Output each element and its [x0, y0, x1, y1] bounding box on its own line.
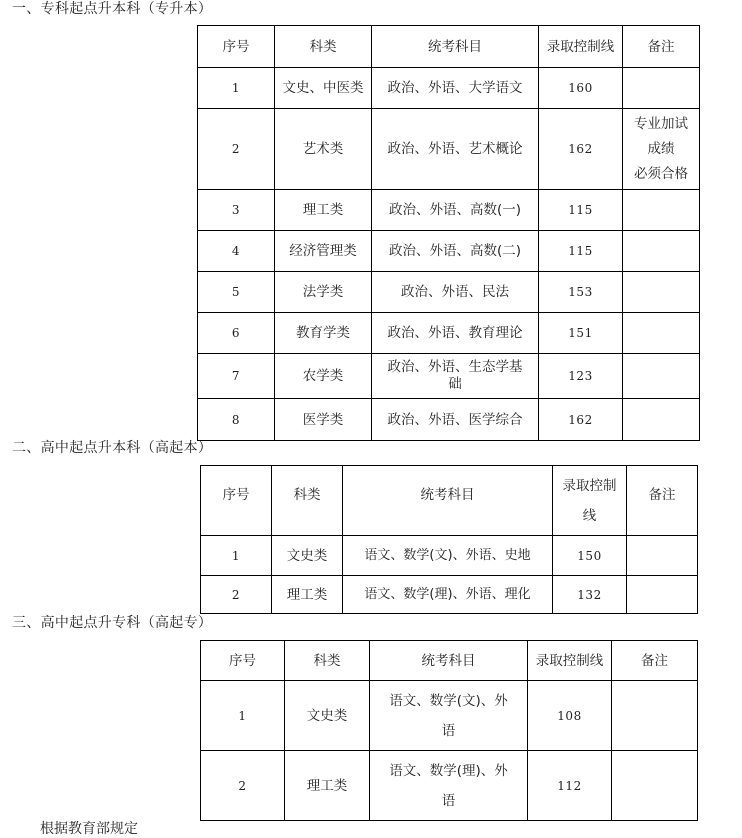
- header-subjects: 统考科目: [370, 641, 528, 681]
- row-subjects: [370, 681, 528, 751]
- row-subjects: 政治、外语、大学语文: [372, 68, 539, 109]
- row-subjects: 政治、外语、医学综合: [372, 399, 539, 441]
- table-header-row: [201, 641, 698, 681]
- table-row: [198, 190, 700, 231]
- table-row: [198, 109, 700, 190]
- row-no: 1: [198, 68, 275, 109]
- header-note: 备注: [627, 466, 698, 536]
- row-note: [627, 536, 698, 576]
- row-category: 农学类: [275, 354, 372, 399]
- subjects-line: 语文、数学(文)、外: [389, 692, 508, 709]
- header-score: [553, 466, 627, 536]
- header-score-line: 录取控制: [562, 477, 617, 494]
- row-note: [612, 751, 698, 821]
- row-category: 文史类: [285, 681, 370, 751]
- row-subjects: 政治、外语、高数(二): [372, 231, 539, 272]
- header-note: 备注: [612, 641, 698, 681]
- header-subjects: 统考科目: [343, 466, 553, 536]
- table-row: [198, 272, 700, 313]
- table-gao-qi-zhuan: [200, 640, 698, 821]
- footer-partial-text: 根据教育部规定: [40, 821, 138, 837]
- subjects-line: 政治、外语、生态学基: [387, 359, 523, 375]
- row-category: 法学类: [275, 272, 372, 313]
- table-row: [198, 68, 700, 109]
- table-row: [201, 576, 698, 614]
- section-1-title: 一、专科起点升本科（专升本）: [12, 1, 213, 17]
- row-category: 文史类: [272, 536, 343, 576]
- header-score: 录取控制线: [528, 641, 612, 681]
- row-note: [623, 68, 700, 109]
- table-row: [198, 399, 700, 441]
- row-score: 112: [528, 751, 612, 821]
- row-category: 医学类: [275, 399, 372, 441]
- row-category: 理工类: [272, 576, 343, 614]
- row-score: 151: [539, 313, 623, 354]
- row-no: 1: [201, 681, 285, 751]
- subjects-line: 语: [441, 792, 456, 809]
- table-zhuan-sheng-ben: [197, 25, 700, 441]
- header-score: 录取控制线: [539, 26, 623, 68]
- row-no: 2: [201, 751, 285, 821]
- row-no: 4: [198, 231, 275, 272]
- table-row: [198, 231, 700, 272]
- row-category: 理工类: [285, 751, 370, 821]
- subjects-line: 础: [448, 376, 462, 392]
- header-category: 科类: [272, 466, 343, 536]
- row-no: 5: [198, 272, 275, 313]
- row-no: 2: [198, 109, 275, 190]
- row-note: [623, 313, 700, 354]
- section-2-title: 二、高中起点升本科（高起本）: [12, 440, 213, 456]
- row-subjects: [370, 751, 528, 821]
- table-header-row: [198, 26, 700, 68]
- row-score: 150: [553, 536, 627, 576]
- row-note: [623, 354, 700, 399]
- row-subjects: 政治、外语、高数(一): [372, 190, 539, 231]
- row-subjects: [372, 354, 539, 399]
- row-score: 132: [553, 576, 627, 614]
- row-no: 2: [201, 576, 272, 614]
- row-subjects: 政治、外语、教育理论: [372, 313, 539, 354]
- row-score: 123: [539, 354, 623, 399]
- row-note: [623, 109, 700, 190]
- row-score: 162: [539, 399, 623, 441]
- row-no: 1: [201, 536, 272, 576]
- header-note: 备注: [623, 26, 700, 68]
- table-header-row: [201, 466, 698, 536]
- row-subjects: 政治、外语、艺术概论: [372, 109, 539, 190]
- row-score: 115: [539, 190, 623, 231]
- header-no: 序号: [201, 641, 285, 681]
- row-note: [623, 190, 700, 231]
- subjects-line: 语文、数学(理)、外: [389, 762, 508, 779]
- table-row: [198, 354, 700, 399]
- table-gao-qi-ben: [200, 465, 698, 614]
- row-score: 115: [539, 231, 623, 272]
- note-line: 专业加试: [634, 115, 688, 132]
- row-category: 艺术类: [275, 109, 372, 190]
- table-row: [201, 681, 698, 751]
- row-score: 108: [528, 681, 612, 751]
- row-score: 162: [539, 109, 623, 190]
- row-note: [627, 576, 698, 614]
- row-category: 理工类: [275, 190, 372, 231]
- row-note: [623, 231, 700, 272]
- header-no: 序号: [201, 466, 272, 536]
- row-category: 教育学类: [275, 313, 372, 354]
- row-subjects: 语文、数学(文)、外语、史地: [343, 536, 553, 576]
- row-note: [612, 681, 698, 751]
- row-subjects: 政治、外语、民法: [372, 272, 539, 313]
- header-score-line: 线: [582, 507, 597, 524]
- table-row: [201, 536, 698, 576]
- header-category: 科类: [285, 641, 370, 681]
- header-category: 科类: [275, 26, 372, 68]
- subjects-line: 语: [441, 722, 456, 739]
- section-3-title: 三、高中起点升专科（高起专）: [12, 615, 213, 631]
- table-row: [201, 751, 698, 821]
- row-note: [623, 399, 700, 441]
- row-score: 153: [539, 272, 623, 313]
- row-score: 160: [539, 68, 623, 109]
- row-note: [623, 272, 700, 313]
- row-category: 文史、中医类: [275, 68, 372, 109]
- row-no: 7: [198, 354, 275, 399]
- note-line: 成绩: [647, 140, 675, 157]
- row-no: 8: [198, 399, 275, 441]
- row-subjects: 语文、数学(理)、外语、理化: [343, 576, 553, 614]
- header-no: 序号: [198, 26, 275, 68]
- row-no: 3: [198, 190, 275, 231]
- note-line: 必须合格: [634, 165, 688, 182]
- row-no: 6: [198, 313, 275, 354]
- row-category: 经济管理类: [275, 231, 372, 272]
- header-subjects: 统考科目: [372, 26, 539, 68]
- table-row: [198, 313, 700, 354]
